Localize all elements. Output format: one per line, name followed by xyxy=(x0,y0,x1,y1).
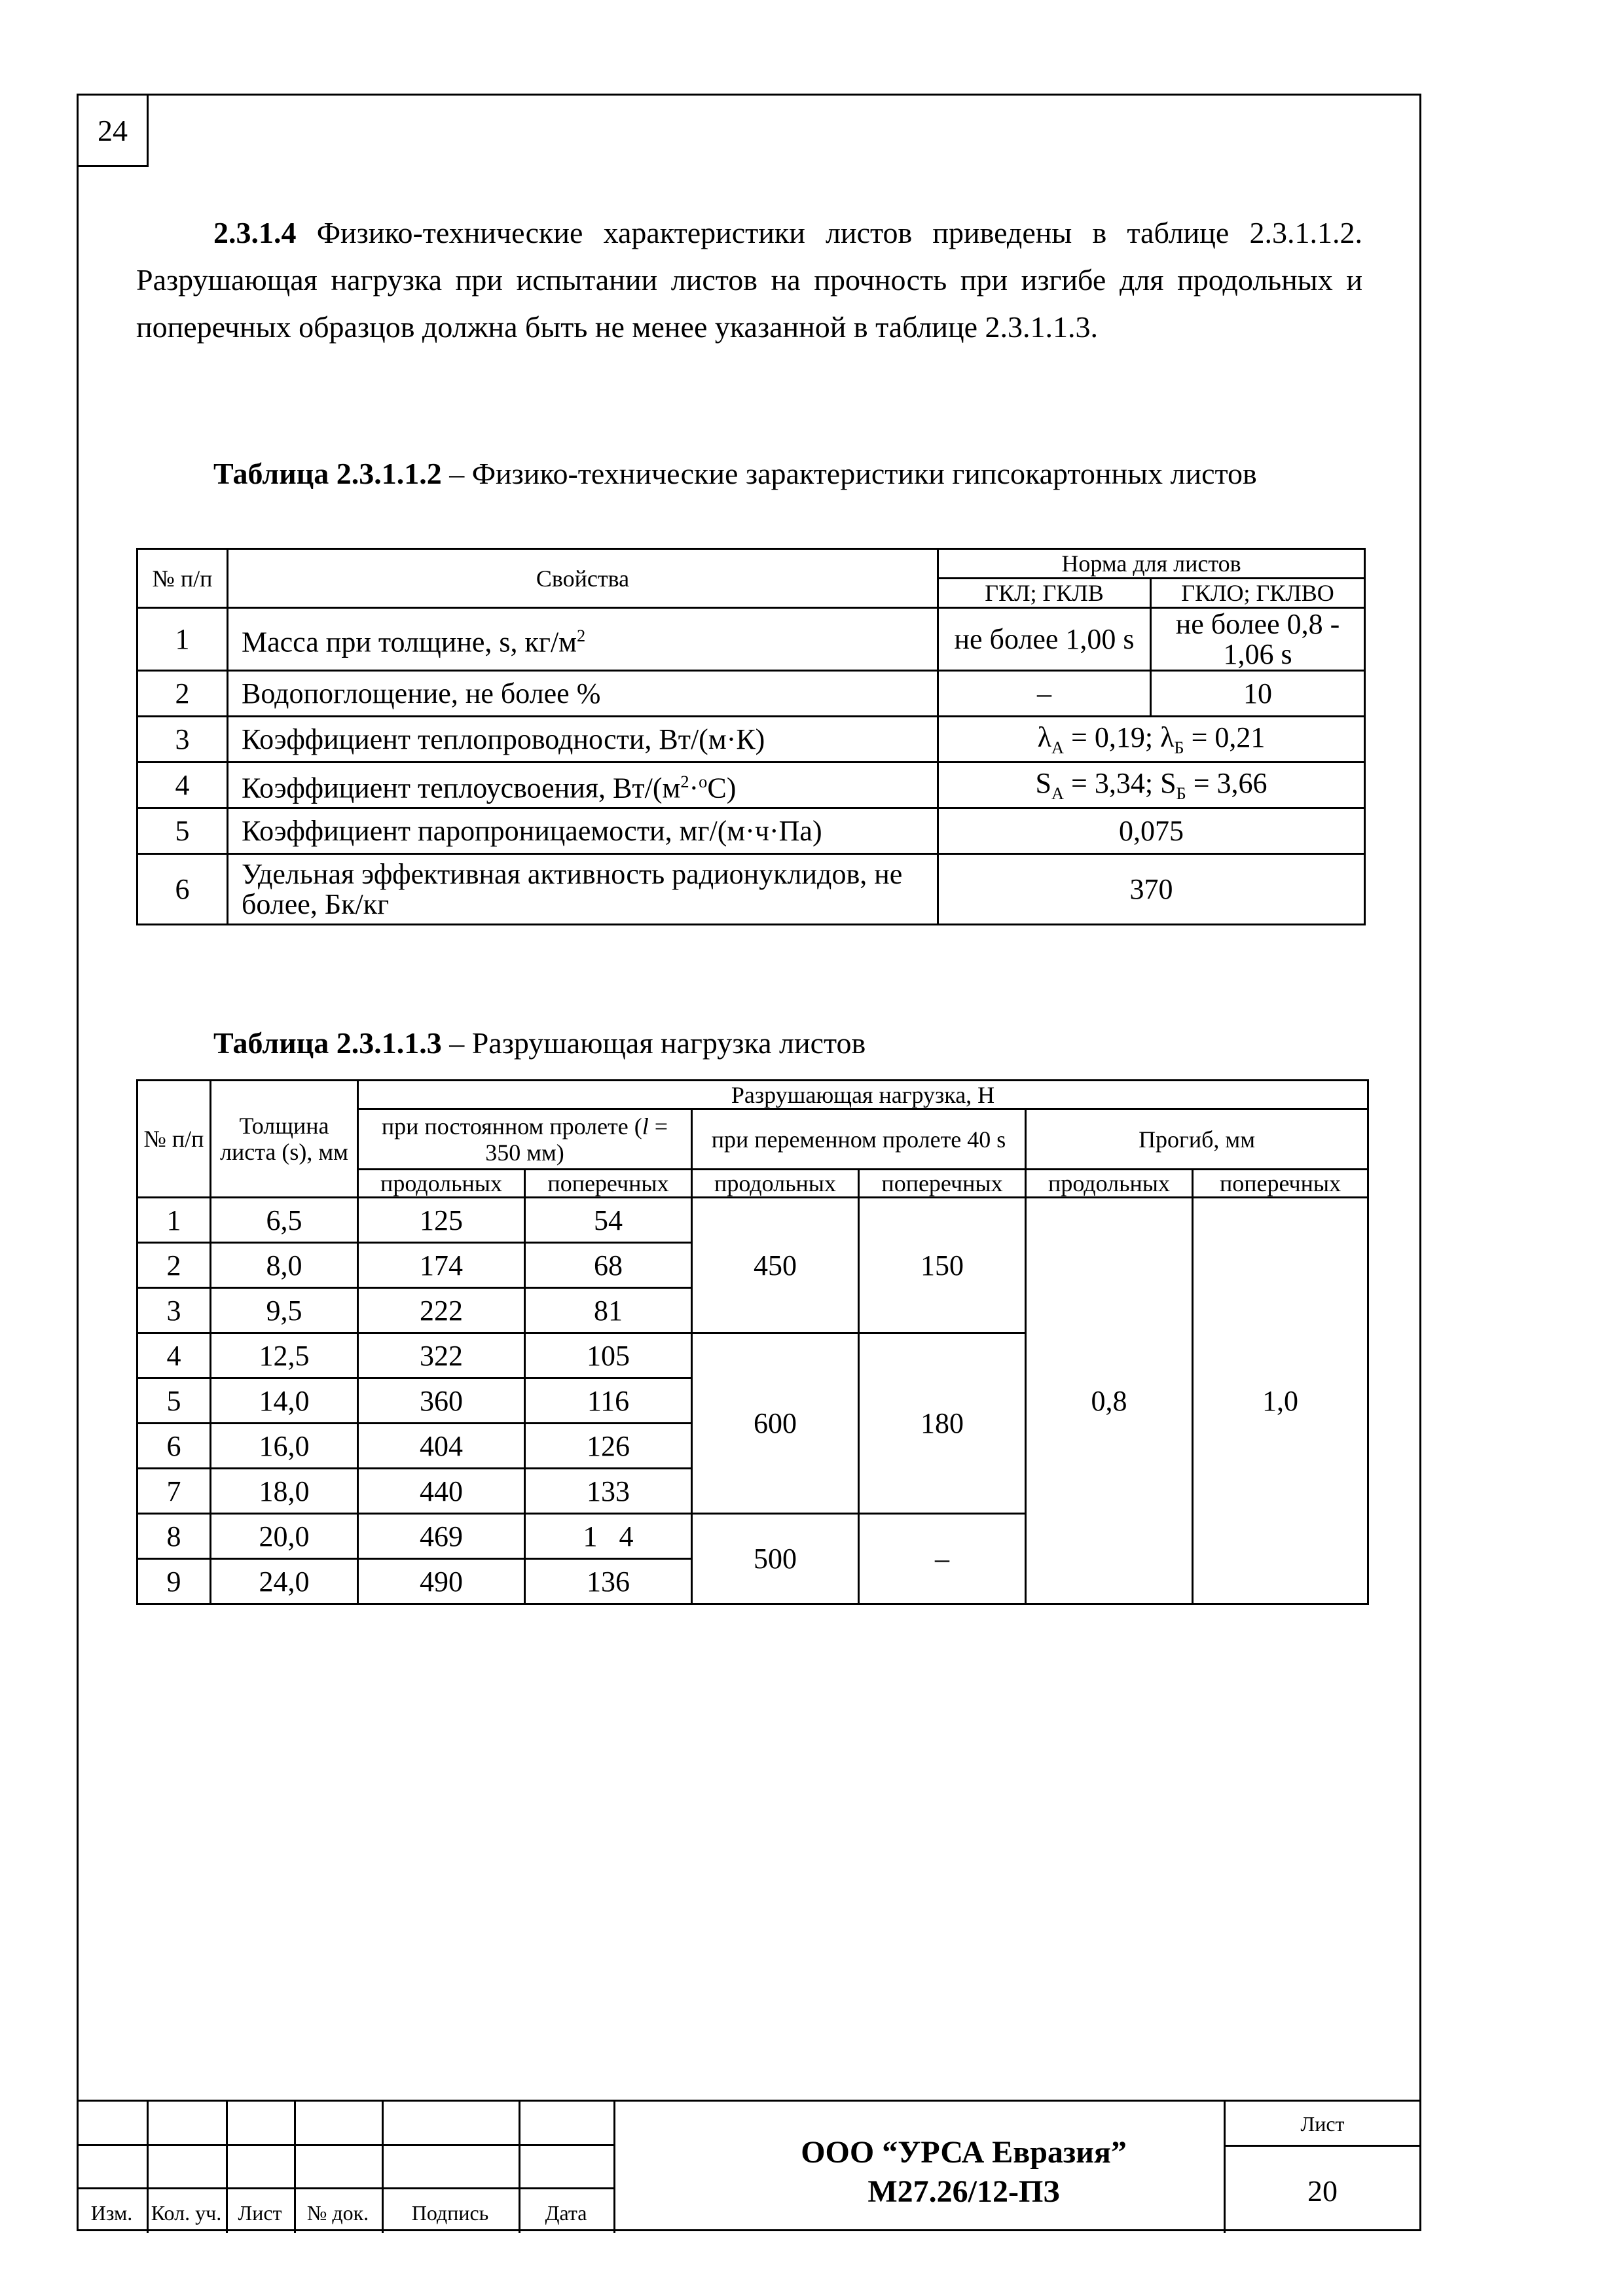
table2-caption-text: – Разрушающая нагрузка листов xyxy=(449,1026,866,1060)
stamp-company-block xyxy=(620,2133,1307,2212)
t1-cell-property xyxy=(228,762,938,808)
t1-cell-gkl: – xyxy=(938,671,1151,717)
t1-cell-property: Водопоглощение, не более % xyxy=(228,671,938,717)
header-text: = 350 мм) xyxy=(485,1113,668,1166)
stamp-label-signature: Подпись xyxy=(411,2201,489,2225)
t2-cell-const-trans: 105 xyxy=(525,1333,692,1378)
t2-sub-transverse: поперечных xyxy=(525,1170,692,1198)
t2-cell-const-trans: 116 xyxy=(525,1378,692,1424)
t2-cell-thickness: 6,5 xyxy=(211,1198,358,1243)
t1-cell-gklo: 10 xyxy=(1151,671,1365,717)
t1-cell-property: Коэффициент теплопроводности, Вт/(м·К) xyxy=(228,717,938,762)
t2-cell-const-trans: 54 xyxy=(525,1198,692,1243)
stamp-divider xyxy=(77,2187,613,2189)
table-row xyxy=(137,854,1365,925)
table2-caption xyxy=(136,1021,1362,1066)
t1-cell-gklo: не более 0,8 - 1,06 s xyxy=(1151,608,1365,671)
prop-text: С) xyxy=(707,772,737,804)
t1-cell-value xyxy=(938,717,1365,762)
subscript: А xyxy=(1051,783,1065,803)
t1-cell-num: 4 xyxy=(137,762,228,808)
t2-header-var-span: при переменном пролете 40 s xyxy=(692,1109,1026,1170)
t2-cell-thickness: 9,5 xyxy=(211,1288,358,1333)
stamp-sheet-number: 20 xyxy=(1307,2174,1338,2208)
t2-cell-thickness: 20,0 xyxy=(211,1514,358,1559)
t2-cell-var-long: 450 xyxy=(692,1198,859,1333)
t2-cell-const-trans: 136 xyxy=(525,1559,692,1604)
t2-cell-deflection-long: 0,8 xyxy=(1026,1198,1193,1604)
t2-cell-var-long: 500 xyxy=(692,1514,859,1604)
t2-cell-const-long: 125 xyxy=(358,1198,525,1243)
table2-caption-label: Таблица 2.3.1.1.3 xyxy=(213,1026,442,1060)
t2-cell-num: 5 xyxy=(137,1378,211,1424)
t1-cell-num: 3 xyxy=(137,717,228,762)
t2-cell-const-trans: 133 xyxy=(525,1469,692,1514)
t1-cell-value xyxy=(938,762,1365,808)
lambda-symbol: λ xyxy=(1160,721,1175,754)
paragraph-2-3-1-4 xyxy=(136,209,1362,351)
value-text: = 0,21 xyxy=(1184,721,1266,754)
prop-text: Коэффициент теплоусвоения, Вт/(м xyxy=(242,772,681,804)
page-number: 24 xyxy=(77,94,149,167)
t2-cell-const-long: 174 xyxy=(358,1243,525,1288)
t2-cell-const-long: 469 xyxy=(358,1514,525,1559)
t2-cell-num: 2 xyxy=(137,1243,211,1288)
value-text: = 3,34; xyxy=(1064,767,1161,800)
stamp-doc-code: М27.26/12-ПЗ xyxy=(867,2174,1060,2209)
stamp-sheet-label: Лист xyxy=(1300,2112,1345,2136)
t1-cell-num: 2 xyxy=(137,671,228,717)
t2-header-num: № п/п xyxy=(137,1081,211,1198)
table1-caption-text: – Физико-технические зарактеристики гипсокартонных листов xyxy=(449,457,1257,490)
t1-cell-property: Коэффициент паропроницаемости, мг/(м·ч·Па) xyxy=(228,808,938,854)
t2-cell-thickness: 14,0 xyxy=(211,1378,358,1424)
t2-cell-var-long: 600 xyxy=(692,1333,859,1514)
value-text: = 3,66 xyxy=(1186,767,1267,800)
stamp-company: ООО “УРСА Евразия” xyxy=(801,2135,1127,2170)
header-text: при постоянном пролете ( xyxy=(381,1113,642,1139)
t2-cell-const-trans: 1 4 xyxy=(525,1514,692,1559)
superscript: о xyxy=(699,772,708,792)
t2-cell-var-trans: 150 xyxy=(859,1198,1026,1333)
t1-cell-num: 1 xyxy=(137,608,228,671)
table-row xyxy=(137,717,1365,762)
prop-text: · xyxy=(689,772,699,804)
t1-header-property: Свойства xyxy=(228,549,938,608)
t2-cell-const-long: 440 xyxy=(358,1469,525,1514)
t1-cell-property xyxy=(228,608,938,671)
t2-sub-longitudinal: продольных xyxy=(1026,1170,1193,1198)
value-text: = 0,19; xyxy=(1064,721,1161,754)
t2-cell-const-trans: 81 xyxy=(525,1288,692,1333)
t2-cell-thickness: 12,5 xyxy=(211,1333,358,1378)
t2-sub-longitudinal: продольных xyxy=(692,1170,859,1198)
table-row xyxy=(137,671,1365,717)
table-physical-properties xyxy=(136,548,1366,925)
t2-cell-thickness: 16,0 xyxy=(211,1424,358,1469)
t2-cell-thickness: 24,0 xyxy=(211,1559,358,1604)
stamp-label-kol-uch: Кол. уч. xyxy=(151,2201,222,2225)
t2-cell-var-trans: – xyxy=(859,1514,1026,1604)
t2-header-const-span xyxy=(358,1109,692,1170)
t2-cell-num: 7 xyxy=(137,1469,211,1514)
subscript: А xyxy=(1051,737,1065,757)
table1-caption-label: Таблица 2.3.1.1.2 xyxy=(213,457,442,490)
t2-cell-num: 1 xyxy=(137,1198,211,1243)
subscript: Б xyxy=(1174,737,1184,757)
symbol: S xyxy=(1035,767,1051,800)
t2-cell-var-trans: 180 xyxy=(859,1333,1026,1514)
t2-sub-longitudinal: продольных xyxy=(358,1170,525,1198)
t1-cell-property: Удельная эффективная активность радионуклидов, не более, Бк/кг xyxy=(228,854,938,925)
table-row xyxy=(137,808,1365,854)
symbol: S xyxy=(1160,767,1176,800)
t1-prop-text: Масса при толщине, s, кг/м xyxy=(242,626,577,658)
table-row xyxy=(137,608,1365,671)
lambda-symbol: λ xyxy=(1037,721,1051,754)
t2-cell-const-trans: 68 xyxy=(525,1243,692,1288)
stamp-label-list: Лист xyxy=(238,2201,282,2225)
t2-header-thickness: Толщина листа (s), мм xyxy=(211,1081,358,1198)
paragraph-text: Физико-технические характеристики листов приведены в таблице 2.3.1.1.2. Разрушающая нагрузка при испытании листов на прочность при изгибе для продольных и поперечных образцов должна быть не менее указанной в таблице 2.3.1.1.3. xyxy=(136,216,1362,344)
table-row xyxy=(137,762,1365,808)
t2-cell-thickness: 8,0 xyxy=(211,1243,358,1288)
t2-header-load: Разрушающая нагрузка, Н xyxy=(358,1081,1368,1109)
t2-cell-num: 4 xyxy=(137,1333,211,1378)
t1-header-norm: Норма для листов xyxy=(938,549,1365,579)
t2-cell-const-trans: 126 xyxy=(525,1424,692,1469)
t2-cell-num: 3 xyxy=(137,1288,211,1333)
stamp-divider xyxy=(613,2102,615,2233)
stamp-label-date: Дата xyxy=(545,2201,587,2225)
t2-cell-thickness: 18,0 xyxy=(211,1469,358,1514)
t1-prop-sup: 2 xyxy=(577,626,586,646)
t1-header-num: № п/п xyxy=(137,549,228,608)
subscript: Б xyxy=(1176,783,1186,803)
t1-header-gklo: ГКЛО; ГКЛВО xyxy=(1151,579,1365,608)
t2-cell-const-long: 490 xyxy=(358,1559,525,1604)
table1-caption xyxy=(136,452,1362,496)
t1-header-gkl: ГКЛ; ГКЛВ xyxy=(938,579,1151,608)
t1-cell-value: 0,075 xyxy=(938,808,1365,854)
t2-header-deflection: Прогиб, мм xyxy=(1026,1109,1368,1170)
paragraph-number: 2.3.1.4 xyxy=(213,216,297,249)
t2-cell-const-long: 222 xyxy=(358,1288,525,1333)
header-var: l xyxy=(642,1113,649,1139)
t1-cell-value: 370 xyxy=(938,854,1365,925)
t2-cell-deflection-trans: 1,0 xyxy=(1193,1198,1368,1604)
t2-cell-const-long: 322 xyxy=(358,1333,525,1378)
t2-cell-num: 9 xyxy=(137,1559,211,1604)
table-breaking-load xyxy=(136,1079,1369,1605)
stamp-label-izm: Изм. xyxy=(90,2201,133,2225)
table-row xyxy=(137,1198,1368,1243)
stamp-label-doc-num: № док. xyxy=(306,2201,369,2225)
t2-sub-transverse: поперечных xyxy=(1193,1170,1368,1198)
t2-cell-num: 6 xyxy=(137,1424,211,1469)
t1-cell-num: 5 xyxy=(137,808,228,854)
t2-cell-const-long: 404 xyxy=(358,1424,525,1469)
stamp-divider xyxy=(77,2144,613,2146)
t2-cell-num: 8 xyxy=(137,1514,211,1559)
t2-cell-const-long: 360 xyxy=(358,1378,525,1424)
t1-cell-num: 6 xyxy=(137,854,228,925)
title-block-stamp xyxy=(77,2100,1421,2233)
t2-sub-transverse: поперечных xyxy=(859,1170,1026,1198)
t1-cell-gkl: не более 1,00 s xyxy=(938,608,1151,671)
superscript: 2 xyxy=(680,772,689,792)
